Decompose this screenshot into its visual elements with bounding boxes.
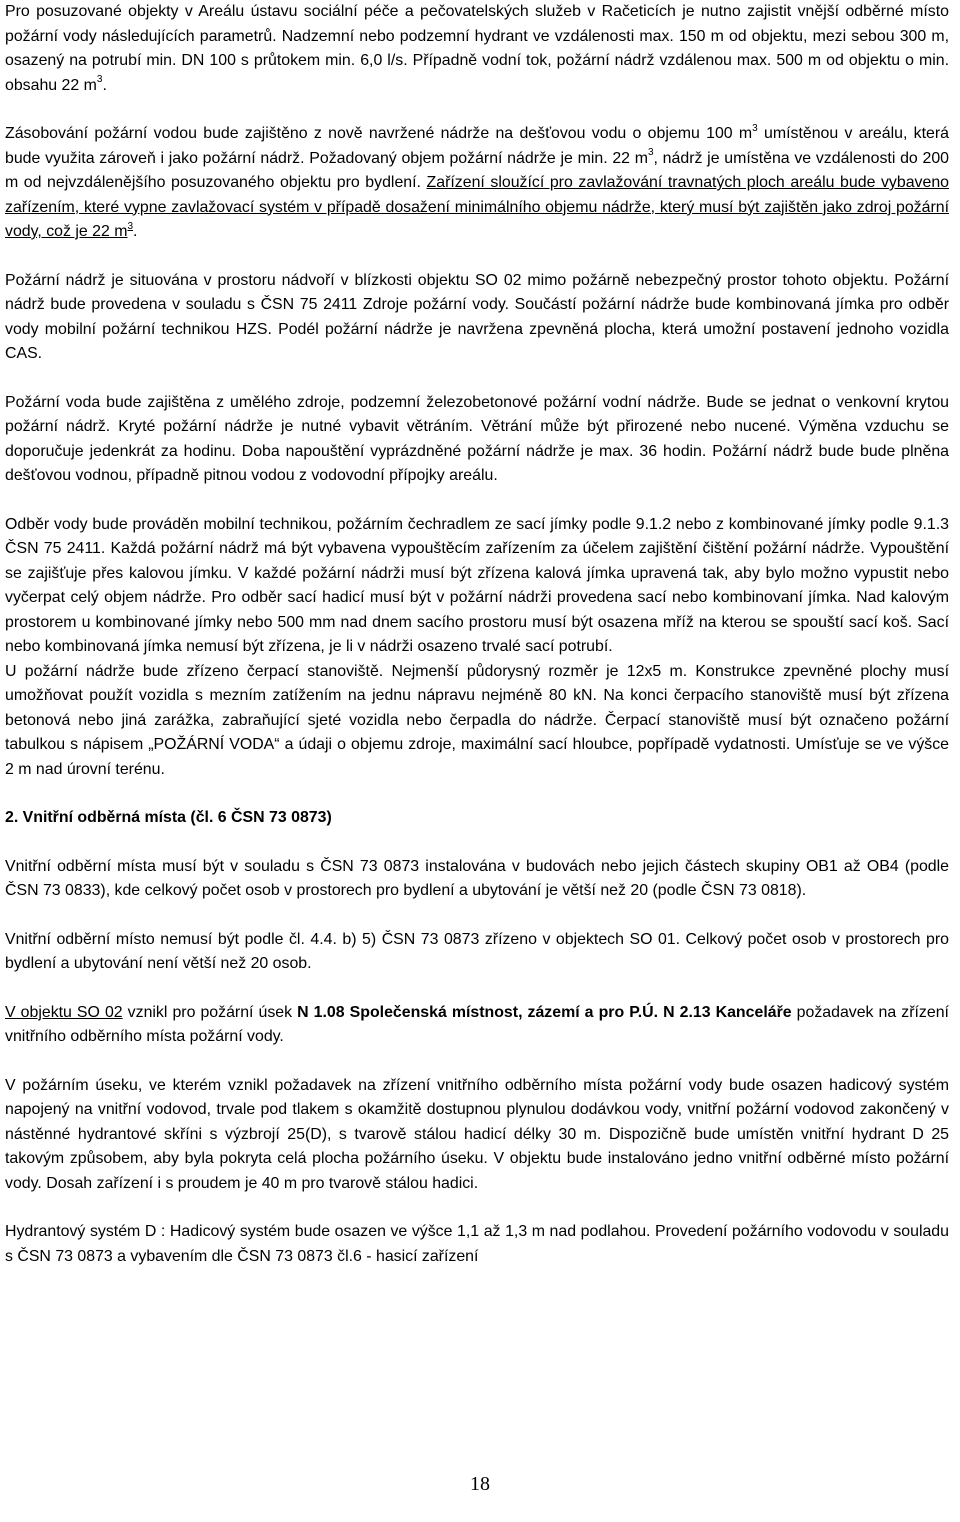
text-run: požadavek na zřízení vnitřního odběrního místa požární vody. <box>5 1003 949 1045</box>
text-run: N 1.08 Společenská místnost, zázemí a pro P.Ú. N 2.13 Kanceláře <box>297 1003 792 1021</box>
text-run: . <box>133 223 138 240</box>
page-number: 18 <box>470 1473 490 1495</box>
text-run: U požární nádrže bude zřízeno čerpací stanoviště. Nejmenší půdorysný rozměr je 12x5 m. Konstrukce zpevněné plochy musí umožňovat použít vozidla s mezním zatížením na jednu nápravu nejméně 80 kN. Na konci čerpacího stanoviště musí být zřízena betonová nebo jiná zarážka, zabraňující sjeté vozidla nebo čerpadla do nádrže. Čerpací stanoviště musí být označeno požární tabulkou s nápisem „POŽÁRNÍ VODA“ a údaji o objemu zdroje, maximální sací hloubce, popřípadě vydatnosti. Umísťuje se ve výšce 2 m nad úrovní terénu. <box>5 662 949 778</box>
paragraph-tank-location <box>5 269 949 367</box>
text-run: Zařízení sloužící pro zavlažování travnatých ploch areálu bude vybaveno zařízením, které vypne zavlažovací systém v případě dosažení minimálního objemu nádrže, který musí být zajištěn jako zdroj požární vody, což je 22 m <box>5 174 950 240</box>
paragraph-hydrant-system <box>5 1220 949 1269</box>
paragraph-internal-points-requirement <box>5 855 949 904</box>
superscript: 3 <box>752 122 758 134</box>
text-run: vznikl pro požární úsek <box>122 1003 298 1021</box>
paragraph-fire-water-source <box>5 391 949 489</box>
text-run: Vnitřní odběrní místa musí být v souladu s ČSN 73 0873 instalována v budovách nebo jejich částech skupiny OB1 až OB4 (podle ČSN 73 0833), kde celkový počet osob v prostorech pro bydlení a ubytování je větší než 20 (podle ČSN 73 0818). <box>5 857 949 899</box>
paragraph-hose-system <box>5 1074 949 1197</box>
text-run: V objektu SO 02 <box>5 1003 123 1021</box>
text-run: Požární nádrž je situována v prostoru nádvoří v blízkosti objektu SO 02 mimo požárně nebezpečný prostor tohoto objektu. Požární nádrž bude provedena v souladu s ČSN 75 2411 Zdroje požární vody. Součástí požární nádrže bude kombinovaná jímka pro odběr vody mobilní požární technikou HZS. Podél požární nádrže je navržena zpevněná plocha, která umožní postavení jednoho vozidla CAS. <box>5 271 949 362</box>
superscript: 3 <box>647 147 654 159</box>
paragraph-water-supply-tank <box>5 122 949 245</box>
paragraph-pumping-station <box>5 660 949 783</box>
text-run: 2. Vnitřní odběrná místa (čl. 6 ČSN 73 0873) <box>5 809 332 826</box>
paragraph-internal-points-exemption <box>5 928 949 977</box>
text-run: V požárním úseku, ve kterém vznikl požadavek na zřízení vnitřního odběrního místa požární vody bude osazen hadicový systém napojený na vnitřní vodovod, trvale pod tlakem s okamžitě dostupnou plynulou dodávkou vody, vnitřní požární vodovod zakončený v nástěnné hydrantové skříni s výzbrojí 25(D), s tvarově stálou hadicí délky 30 m. Dispozičně bude umístěn vnitřní hydrant D 25 takovým způsobem, aby byla pokryta celá plocha požárního úseku. V objektu bude instalováno jedno vnitřní odběrné místo požární vody. Dosah zařízení i s proudem je 40 m pro tvarově stálou hadici. <box>5 1076 949 1192</box>
text-run: Pro posuzované objekty v Areálu ústavu sociální péče a pečovatelských služeb v Račeticích je nutno zajistit vnější odběrné místo požární vody následujících parametrů. Nadzemní nebo podzemní hydrant ve vzdálenosti max. 150 m od objektu, mezi sebou 300 m, osazený na potrubí min. DN 100 s průtokem min. 6,0 l/s. Případně vodní tok, požární nádrž vzdálenou max. 500 m od objektu o min. obsahu 22 m <box>5 3 949 94</box>
superscript: 3 <box>96 74 103 86</box>
text-run: umístěnou v areálu, která bude využita zároveň i jako požární nádrž. Požadovaný objem požární nádrže je min. 22 m <box>5 125 949 167</box>
text-run: Vnitřní odběrní místo nemusí být podle čl. 4.4. b) 5) ČSN 73 0873 zřízeno v objektech SO 01. Celkový počet osob v prostorech pro bydlení a ubytování není větší než 20 osob. <box>5 930 949 972</box>
text-run: Požární voda bude zajištěna z umělého zdroje, podzemní železobetonové požární vodní nádrže. Bude se jednat o venkovní krytou požární nádrž. Kryté požární nádrže je nutné vybavit větráním. Větrání může být přirozené nebo nucené. Výměna vzduchu se doporučuje jedenkrát za hodinu. Doba napouštění vyprázdněné požární nádrže je max. 36 hodin. Požární nádrž bude bude plněna dešťovou vodnou, případně pitnou vodou z vodovodní přípojky areálu. <box>5 393 949 484</box>
text-run: . <box>102 76 107 94</box>
paragraph-water-withdrawal <box>5 513 949 660</box>
superscript: 3 <box>127 220 134 232</box>
paragraph-external-water-source <box>5 0 949 98</box>
text-run: Hydrantový systém D : Hadicový systém bude osazen ve výšce 1,1 až 1,3 m nad podlahou. Provedení požárního vodovodu v souladu s ČSN 73 0873 a vybavením dle ČSN 73 0873 čl.6 - hasicí zařízení <box>5 1223 949 1265</box>
section-heading <box>5 806 949 831</box>
paragraph-so02-requirement <box>5 1001 949 1050</box>
text-run: Odběr vody bude prováděn mobilní technikou, požárním čechradlem ze sací jímky podle 9.1.2 nebo z kombinované jímky podle 9.1.3 ČSN 75 2411. Každá požární nádrž má být vybavena vypouštěcím zařízením za účelem zajištění čištění požární nádrže. Vypouštění se zajišťuje přes kalovou jímku. V každé požární nádrži musí být zřízena kalová jímka upravená tak, aby bylo možno vypustit nebo vyčerpat celý objem nádrže. Pro odběr sací hadicí musí být v požární nádrži provedena sací nebo kombinovaní jímka. Nad kalovým prostorem u kombinované jímky nebo 500 mm nad dnem sacího prostoru musí být osazena mříž na kterou se spouští sací koš. Sací nebo kombinovaná jímka nemusí být zřízena, je li v nádrži osazeno trvalé sací potrubí. <box>5 515 949 655</box>
text-run: , nádrž je umístěna ve vzdálenosti do 200 m od nejvzdálenějšího posuzovaného objektu pro bydlení. <box>5 149 949 191</box>
document-page <box>5 0 949 1269</box>
text-run: Zásobování požární vodou bude zajištěno z nově navržené nádrže na dešťovou vodu o objemu 100 m <box>5 125 753 142</box>
